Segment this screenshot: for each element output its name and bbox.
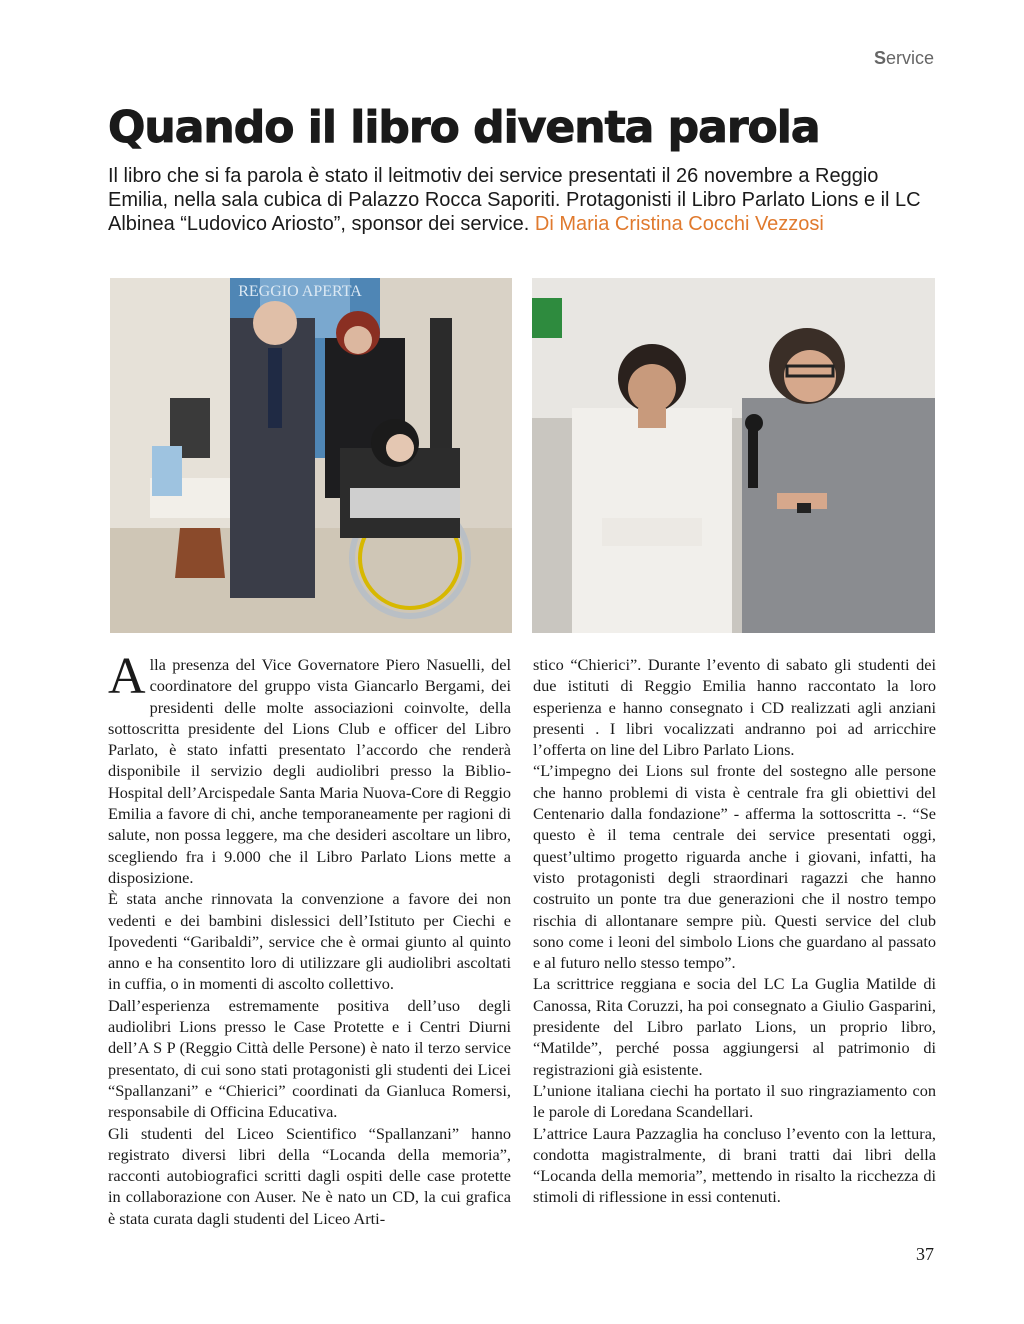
article-paragraph: È stata anche rinnovata la convenzione a favore dei non vedenti e dei bambini dislessici dell’Istituto per Ciechi e Ipovedenti “Garibaldi”, service che è ormai giunto al quinto anno e ha consentito loro di utilizzare gli audiolibri ascoltati in cuffia, o in momenti di ascolto collettivo. — [108, 889, 511, 994]
page-number: 37 — [916, 1244, 934, 1264]
article-paragraph: L’attrice Laura Pazzaglia ha concluso l’evento con la lettura, condotta magistralmente, di brani tratti dai libri della “Locanda della memoria”, mettendo in risalto la ricchezza di stimoli di riflessione in essi contenuti. — [533, 1123, 936, 1207]
article-standfirst — [108, 164, 938, 236]
photo-presentation-group — [110, 278, 512, 633]
article-column-left — [108, 648, 511, 1229]
drop-cap: A — [108, 648, 146, 705]
section-label-rest: ervice — [885, 48, 934, 68]
standfirst-text: Il libro che si fa parola è stato il leitmotiv dei service presentati il 26 novembre a Reggio Emilia, nella sala cubica di Palazzo Rocca Saporiti. Protagonisti il Libro Parlato Lions e il LC Albinea “Ludovico Ariosto”, sponsor dei service. — [108, 165, 921, 235]
poster-text: REGGIO APERTA — [238, 283, 362, 300]
article-headline: Quando il libro diventa parola — [108, 102, 820, 153]
article-paragraph — [108, 648, 511, 888]
article-paragraph: Dall’esperienza estremamente positiva dell’uso degli audiolibri Lions presso le Case Protette e i Centri Diurni dell’A S P (Reggio Città delle Persone) è nato il terzo service presentato, di cui sono stati protagonisti gli studenti dei Licei “Spallanzani” e “Chierici” coordinati da Gianluca Romersi, responsabile di Officina Educativa. — [108, 995, 511, 1122]
article-paragraph: Gli studenti del Liceo Scientifico “Spallanzani” hanno registrato diversi libri della “Locanda della memoria”, racconti autobiografici scritti dagli ospiti delle case protette in collaborazione con Auser. Ne è nato un CD, la cui grafica è stata curata dagli studenti del Liceo Arti- — [108, 1123, 511, 1228]
photo-left-illustration — [110, 278, 512, 633]
article-paragraph: “L’impegno dei Lions sul fronte del sostegno alle persone che hanno problemi di vista è centrale fra gli obiettivi del Centenario dalla fondazione” - afferma la sottoscritta -. “Se questo è il tema centrale dei service presentati oggi, quest’ultimo progetto riguarda anche i giovani, infatti, ha visto protagonisti degli straordinari ragazzi che hanno costruito un ponte tra due generazioni che il nostro tempo rischia di allontanare sempre più. Questi service del club sono come i leoni del simbolo Lions che guardano al passato e al futuro nello stesso tempo”. — [533, 761, 936, 973]
photo-students-speaking — [532, 278, 935, 633]
paragraph-text: lla presenza del Vice Governatore Piero Nasuelli, del coordinatore del gruppo vista Giancarlo Bergami, dei presidenti delle molte associazioni coinvolte, della sottoscritta presidente del Lions Club e officer del Libro Parlato, è stato infatti presentato l’accordo che renderà disponibile il servizio degli audiolibri presso la Biblio-Hospital dell’Arcispedale Santa Maria Nuova-Core di Reggio Emilia a favore di chi, anche temporaneamente per ragioni di salute, non possa leggere, ma che desideri ascoltare un libro, scegliendo fra i 9.000 che il Libro Parlato Lions mette a disposizione. — [108, 655, 511, 887]
section-label — [874, 48, 934, 69]
article-paragraph: stico “Chierici”. Durante l’evento di sabato gli studenti dei due istituti di Reggio Emilia hanno raccontato la loro esperienza e hanno consegnato i CD realizzati agli anziani presenti . I libri vocalizzati andranno poi ad arricchire l’offerta on line del Libro Parlato Lions. — [533, 655, 936, 760]
photo-right-illustration — [532, 278, 935, 633]
section-label-initial: S — [873, 48, 886, 68]
article-paragraph: L’unione italiana ciechi ha portato il suo ringraziamento con le parole di Loredana Scandellari. — [533, 1080, 936, 1122]
article-column-right — [533, 654, 936, 1208]
author-byline: Di Maria Cristina Cocchi Vezzosi — [534, 213, 824, 235]
article-paragraph: La scrittrice reggiana e socia del LC La Guglia Matilde di Canossa, Rita Coruzzi, ha poi consegnato a Giulio Gasparini, presidente del Libro parlato Lions, un proprio libro, “Matilde”, perché possa aggiungersi al patrimonio di registrazioni già esistente. — [533, 974, 936, 1079]
